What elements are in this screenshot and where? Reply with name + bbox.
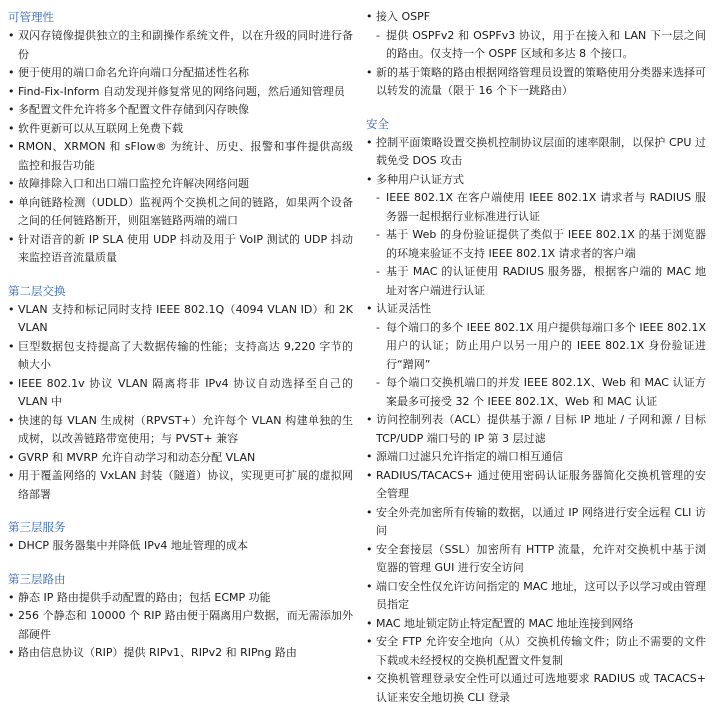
bullet-text: 控制平面策略设置交换机控制协议层面的速率限制，以保护 CPU 过载免受 DOS 攻击 — [376, 135, 706, 167]
bullet-item — [366, 541, 706, 578]
bullet-icon: • — [366, 542, 373, 556]
bullet-item — [366, 8, 706, 27]
bullet-icon: • — [8, 590, 15, 604]
bullet-item — [8, 27, 353, 64]
bullet-text: 静态 IP 路由提供手动配置的路由；包括 ECMP 功能 — [18, 590, 271, 604]
bullet-text: 访问控制列表（ACL）提供基于源 / 目标 IP 地址 / 子网和源 / 目标 TCP/UDP 端口号的 IP 第 3 层过滤 — [376, 413, 706, 445]
bullet-text: 单向链路检测（UDLD）监视两个交换机之间的链路，如果两个设备之间的任何链路断开，则阻塞链路两端的端口 — [18, 195, 353, 227]
bullet-icon: • — [8, 339, 15, 353]
bullet-item — [366, 633, 706, 670]
bullet-text: RADIUS/TACACS+ 通过使用密码认证服务器简化交换机管理的安全管理 — [376, 468, 706, 500]
bullet-icon: • — [8, 539, 15, 552]
bullet-item — [366, 615, 706, 634]
dash-icon: - — [376, 265, 380, 278]
sub-bullet-item — [366, 27, 706, 64]
dash-icon: - — [376, 320, 380, 334]
bullet-text: 路由信息协议（RIP）提供 RIPv1、RIPv2 和 RIPng 路由 — [18, 646, 297, 659]
bullet-text: 认证灵活性 — [376, 302, 431, 315]
sub-bullet-text: 每个端口交换机端口的并发 IEEE 802.1X、Web 和 MAC 认证方案最多可接受 32 个 IEEE 802.1X、Web 和 MAC 认证 — [386, 376, 706, 408]
bullet-icon: • — [8, 66, 15, 79]
bullet-item — [8, 338, 353, 375]
bullet-item — [8, 467, 353, 504]
bullet-icon: • — [8, 413, 15, 427]
bullet-icon: • — [366, 672, 373, 685]
bullet-text: 接入 OSPF — [376, 10, 431, 23]
sub-bullet-item — [366, 374, 706, 411]
sub-bullet-text: 每个端口的多个 IEEE 802.1X 用户提供每端口多个 IEEE 802.1X 用户的认证；防止用户以另一用户的 IEEE 802.1X 身份验证进行“蹭网” — [386, 320, 706, 371]
bullet-icon: • — [366, 450, 373, 463]
bullet-item — [366, 134, 706, 171]
section-heading: 第三层服务 — [8, 520, 66, 534]
bullet-item — [366, 171, 706, 190]
section-heading: 安全 — [366, 116, 389, 131]
bullet-icon: • — [8, 469, 15, 482]
bullet-icon: • — [366, 10, 373, 23]
bullet-text: 多配置文件允许将多个配置文件存储到闪存映像 — [18, 103, 249, 116]
section-heading: 第三层路由 — [8, 571, 66, 586]
bullet-icon: • — [8, 121, 15, 135]
bullet-text: 便于使用的端口命名允许向端口分配描述性名称 — [18, 66, 249, 79]
bullet-item — [8, 175, 353, 194]
bullet-item — [8, 644, 353, 663]
bullet-item — [366, 448, 706, 467]
bullet-icon: • — [8, 103, 15, 116]
bullet-icon: • — [366, 579, 373, 593]
bullet-item — [366, 411, 706, 448]
bullet-item — [366, 300, 706, 319]
bullet-icon: • — [366, 65, 373, 79]
bullet-item — [366, 467, 706, 504]
bullet-icon: • — [8, 450, 15, 464]
bullet-text: 用于覆盖网络的 VxLAN 封装（隧道）协议，实现更可扩展的虚拟网络部署 — [18, 469, 353, 501]
bullet-item — [8, 64, 353, 83]
bullet-text: 256 个静态和 10000 个 RIP 路由便于隔离用户数据，而无需添加外部硬件 — [18, 609, 353, 641]
bullet-icon: • — [366, 413, 373, 426]
right-column — [366, 8, 706, 721]
sub-bullet-text: IEEE 802.1X 在客户端使用 IEEE 802.1X 请求者与 RADIUS 服务器一起根据行业标准进行认证 — [386, 191, 706, 223]
bullet-text: 故障排除入口和出口端口监控允许解决网络问题 — [18, 177, 249, 190]
section-heading: 第二层交换 — [8, 283, 66, 298]
bullet-text: 安全外壳加密所有传输的数据，以通过 IP 网络进行安全远程 CLI 访问 — [376, 505, 706, 537]
bullet-item — [366, 64, 706, 101]
bullet-text: 针对语音的新 IP SLA 使用 UDP 抖动及用于 VoIP 测试的 UDP 抖动来监控语音流量质量 — [18, 232, 353, 264]
bullet-icon: • — [8, 29, 15, 42]
bullet-text: IEEE 802.1v 协议 VLAN 隔离将非 IPv4 协议自动选择至自己的 VLAN 中 — [18, 376, 353, 408]
bullet-text: 端口安全性仅允许访问指定的 MAC 地址，这可以予以学习或由管理员指定 — [376, 579, 706, 611]
feature-section — [8, 8, 353, 268]
bullet-text: VLAN 支持和标记同时支持 IEEE 802.1Q（4094 VLAN ID）和 2K VLAN — [18, 302, 353, 334]
bullet-item — [366, 670, 706, 707]
sub-bullet-text: 提供 OSPFv2 和 OSPFv3 协议，用于在接入和 LAN 下一层之间的路由。仅支持一个 OSPF 区域和多达 8 个接口。 — [386, 28, 706, 60]
dash-icon: - — [376, 191, 380, 204]
feature-section — [8, 518, 353, 556]
bullet-text: 快速的每 VLAN 生成树（RPVST+）允许每个 VLAN 构建单独的生成树，以改善链路带宽使用；与 PVST+ 兼容 — [18, 413, 353, 445]
bullet-item — [8, 537, 353, 556]
bullet-text: RMON、XRMON 和 sFlow® 为统计、历史、报警和事件提供高级监控和报告功能 — [18, 140, 353, 172]
dash-icon: - — [376, 376, 380, 389]
sub-bullet-text: 基于 MAC 的认证使用 RADIUS 服务器，根据客户端的 MAC 地址对客户端进行认证 — [386, 265, 706, 297]
bullet-icon: • — [366, 468, 373, 482]
bullet-text: 双闪存镜像提供独立的主和副操作系统文件，以在升级的同时进行备份 — [18, 29, 353, 61]
bullet-icon: • — [8, 195, 15, 209]
bullet-icon: • — [366, 172, 373, 186]
bullet-text: GVRP 和 MVRP 允许自动学习和动态分配 VLAN — [18, 450, 256, 464]
bullet-text: 安全 FTP 允许安全地向（从）交换机传输文件；防止不需要的文件下载或未经授权的交换机配置文件复制 — [376, 635, 706, 667]
bullet-text: Find-Fix-Inform 自动发现并修复常见的网络问题，然后通知管理员 — [18, 84, 345, 98]
bullet-item — [8, 194, 353, 231]
bullet-icon: • — [366, 302, 373, 315]
bullet-item — [8, 375, 353, 412]
bullet-text: 交换机管理登录安全性可以通过可选地要求 RADIUS 或 TACACS+ 认证来安全地切换 CLI 登录 — [376, 672, 706, 704]
bullet-icon: • — [8, 84, 15, 98]
bullet-text: DHCP 服务器集中并降低 IPv4 地址管理的成本 — [18, 539, 248, 552]
bullet-text: 多种用户认证方式 — [376, 172, 464, 186]
sub-bullet-item — [366, 263, 706, 300]
left-column — [8, 8, 353, 677]
sub-bullet-item — [366, 226, 706, 263]
bullet-item — [366, 578, 706, 615]
bullet-icon: • — [366, 505, 373, 519]
feature-section — [8, 282, 353, 505]
bullet-text: MAC 地址锁定防止特定配置的 MAC 地址连接到网络 — [376, 616, 634, 630]
bullet-text: 源端口过滤只允许指定的端口相互通信 — [376, 450, 563, 463]
bullet-icon: • — [8, 646, 15, 659]
bullet-icon: • — [8, 177, 15, 190]
feature-section — [366, 115, 706, 708]
sub-bullet-item — [366, 319, 706, 375]
bullet-item — [8, 449, 353, 468]
bullet-item — [8, 301, 353, 338]
bullet-icon: • — [366, 616, 373, 630]
feature-section — [366, 8, 706, 101]
bullet-icon: • — [366, 635, 373, 648]
bullet-icon: • — [8, 302, 15, 316]
dash-icon: - — [376, 228, 380, 241]
bullet-item — [8, 83, 353, 102]
bullet-icon: • — [366, 135, 373, 149]
bullet-icon: • — [8, 232, 15, 246]
bullet-item — [8, 231, 353, 268]
bullet-text: 巨型数据包支持提高了大数据传输的性能；支持高达 9,220 字节的帧大小 — [18, 339, 353, 371]
bullet-text: 新的基于策略的路由根据网络管理员设置的策略使用分类器来选择可以转发的流量（限于 16 个下一跳路由） — [376, 65, 706, 97]
dash-icon: - — [376, 28, 380, 42]
bullet-icon: • — [8, 140, 15, 153]
bullet-item — [8, 138, 353, 175]
bullet-item — [8, 607, 353, 644]
sub-bullet-item — [366, 189, 706, 226]
feature-section — [8, 570, 353, 663]
bullet-text: 软件更新可以从互联网上免费下载 — [18, 121, 183, 135]
sub-bullet-text: 基于 Web 的身份验证提供了类似于 IEEE 802.1X 的基于浏览器的环境来验证不支持 IEEE 802.1X 请求者的客户端 — [386, 228, 706, 260]
bullet-item — [8, 101, 353, 120]
bullet-item — [8, 120, 353, 139]
section-heading: 可管理性 — [8, 10, 54, 24]
bullet-text: 安全套接层（SSL）加密所有 HTTP 流量，允许对交换机中基于浏览器的管理 GUI 进行安全访问 — [376, 542, 706, 574]
bullet-item — [8, 589, 353, 608]
bullet-item — [366, 504, 706, 541]
bullet-icon: • — [8, 376, 15, 390]
bullet-item — [8, 412, 353, 449]
bullet-icon: • — [8, 609, 15, 622]
